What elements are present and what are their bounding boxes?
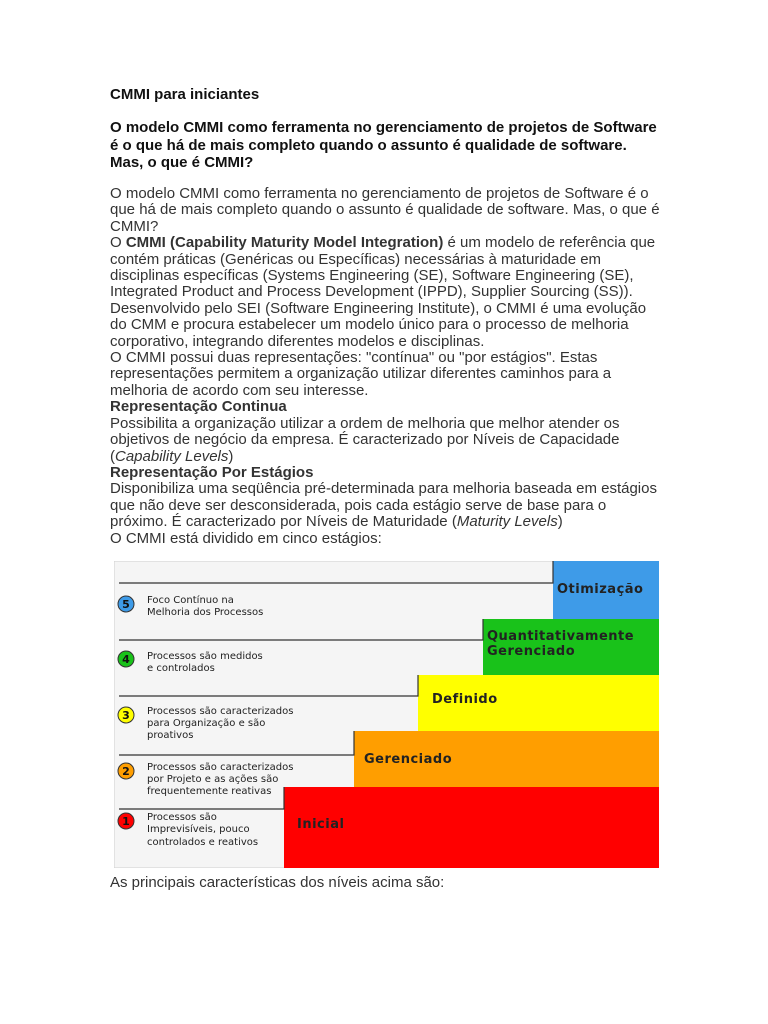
level-4-desc-2: e controlados <box>147 663 215 674</box>
level-1-desc-1: Processos são <box>147 812 217 823</box>
level-4-number: 4 <box>122 653 130 666</box>
level-5-name: Otimização <box>557 582 644 597</box>
staged-heading: Representação Por Estágios <box>110 463 314 481</box>
level-3-number: 3 <box>122 709 130 722</box>
closing-text: As principais características dos níveis acima são: <box>110 874 445 891</box>
level-1-number: 1 <box>122 815 130 828</box>
level-5-desc-2: Melhoria dos Processos <box>147 607 264 618</box>
continuous-heading: Representação Continua <box>110 398 287 416</box>
level-2-desc-3: frequentemente reativas <box>147 786 272 797</box>
staged-text: Disponibiliza uma seqüência pré-determinada para melhoria baseada em estágios que não deve ser desconsiderada, pois cada estágio serve de base para o próximo. É caracterizado por Níveis de Maturidade (Maturity Levels) <box>110 480 657 531</box>
level-2-desc-1: Processos são caracterizados <box>147 762 294 773</box>
cmmi-levels-diagram <box>114 561 659 868</box>
level-2-number: 2 <box>122 765 130 778</box>
level-3-desc-1: Processos são caracterizados <box>147 706 294 717</box>
level-2-desc-2: por Projeto e as ações são <box>147 774 279 785</box>
intro-question: O modelo CMMI como ferramenta no gerenciamento de projetos de Software é o que há de mais completo quando o assunto é qualidade de software. Mas, o que é CMMI? <box>110 185 660 235</box>
level-1-desc-2: Imprevisíveis, pouco <box>147 824 250 835</box>
representations-text: O CMMI possui duas representações: "contínua" ou "por estágios". Estas representações permitem a organização utilizar diferentes caminhos para a melhoria de acordo com seu interesse. <box>110 349 612 399</box>
level-4-desc-1: Processos são medidos <box>147 651 263 662</box>
level-4-name-line-2: Gerenciado <box>487 644 576 659</box>
continuous-text: Possibilita a organização utilizar a ordem de melhoria que melhor atender os objetivos de negócio da empresa. É caracterizado por Níveis de Capacidade (Capability Levels) <box>110 414 620 465</box>
stages-intro: O CMMI está dividido em cinco estágios: <box>110 529 382 547</box>
page-title: CMMI para iniciantes <box>110 86 260 103</box>
article-body <box>110 186 660 547</box>
level-5-number: 5 <box>122 598 130 611</box>
subtitle: O modelo CMMI como ferramenta no gerenciamento de projetos de Software é o que há de mais completo quando o assunto é qualidade de software. Mas, o que é CMMI? <box>110 119 657 171</box>
level-1-name: Inicial <box>297 817 345 832</box>
level-4-name-line-1: Quantitativamente <box>487 629 635 644</box>
level-3-desc-3: proativos <box>147 730 194 741</box>
level-3-name: Definido <box>432 692 498 707</box>
level-3-desc-2: para Organização e são <box>147 718 266 729</box>
level-2-name: Gerenciado <box>364 752 453 767</box>
level-5-desc-1: Foco Contínuo na <box>147 595 234 606</box>
cmmi-definition: O CMMI (Capability Maturity Model Integration) é um modelo de referência que contém práticas (Genéricas ou Específicas) necessárias à maturidade em disciplinas específicas (Systems Engineering (SE), Software Engineering (SE), Integrated Product and Process Development (IPPD), Supplier Sourcing (SS)). Desenvolvido pelo SEI (Software Engineering Institute), o CMMI é uma evolução do CMM e procura estabelecer um modelo único para o processo de melhoria corporativo, integrando diferentes modelos e disciplinas. <box>110 234 656 350</box>
level-1-desc-3: controlados e reativos <box>147 837 259 848</box>
